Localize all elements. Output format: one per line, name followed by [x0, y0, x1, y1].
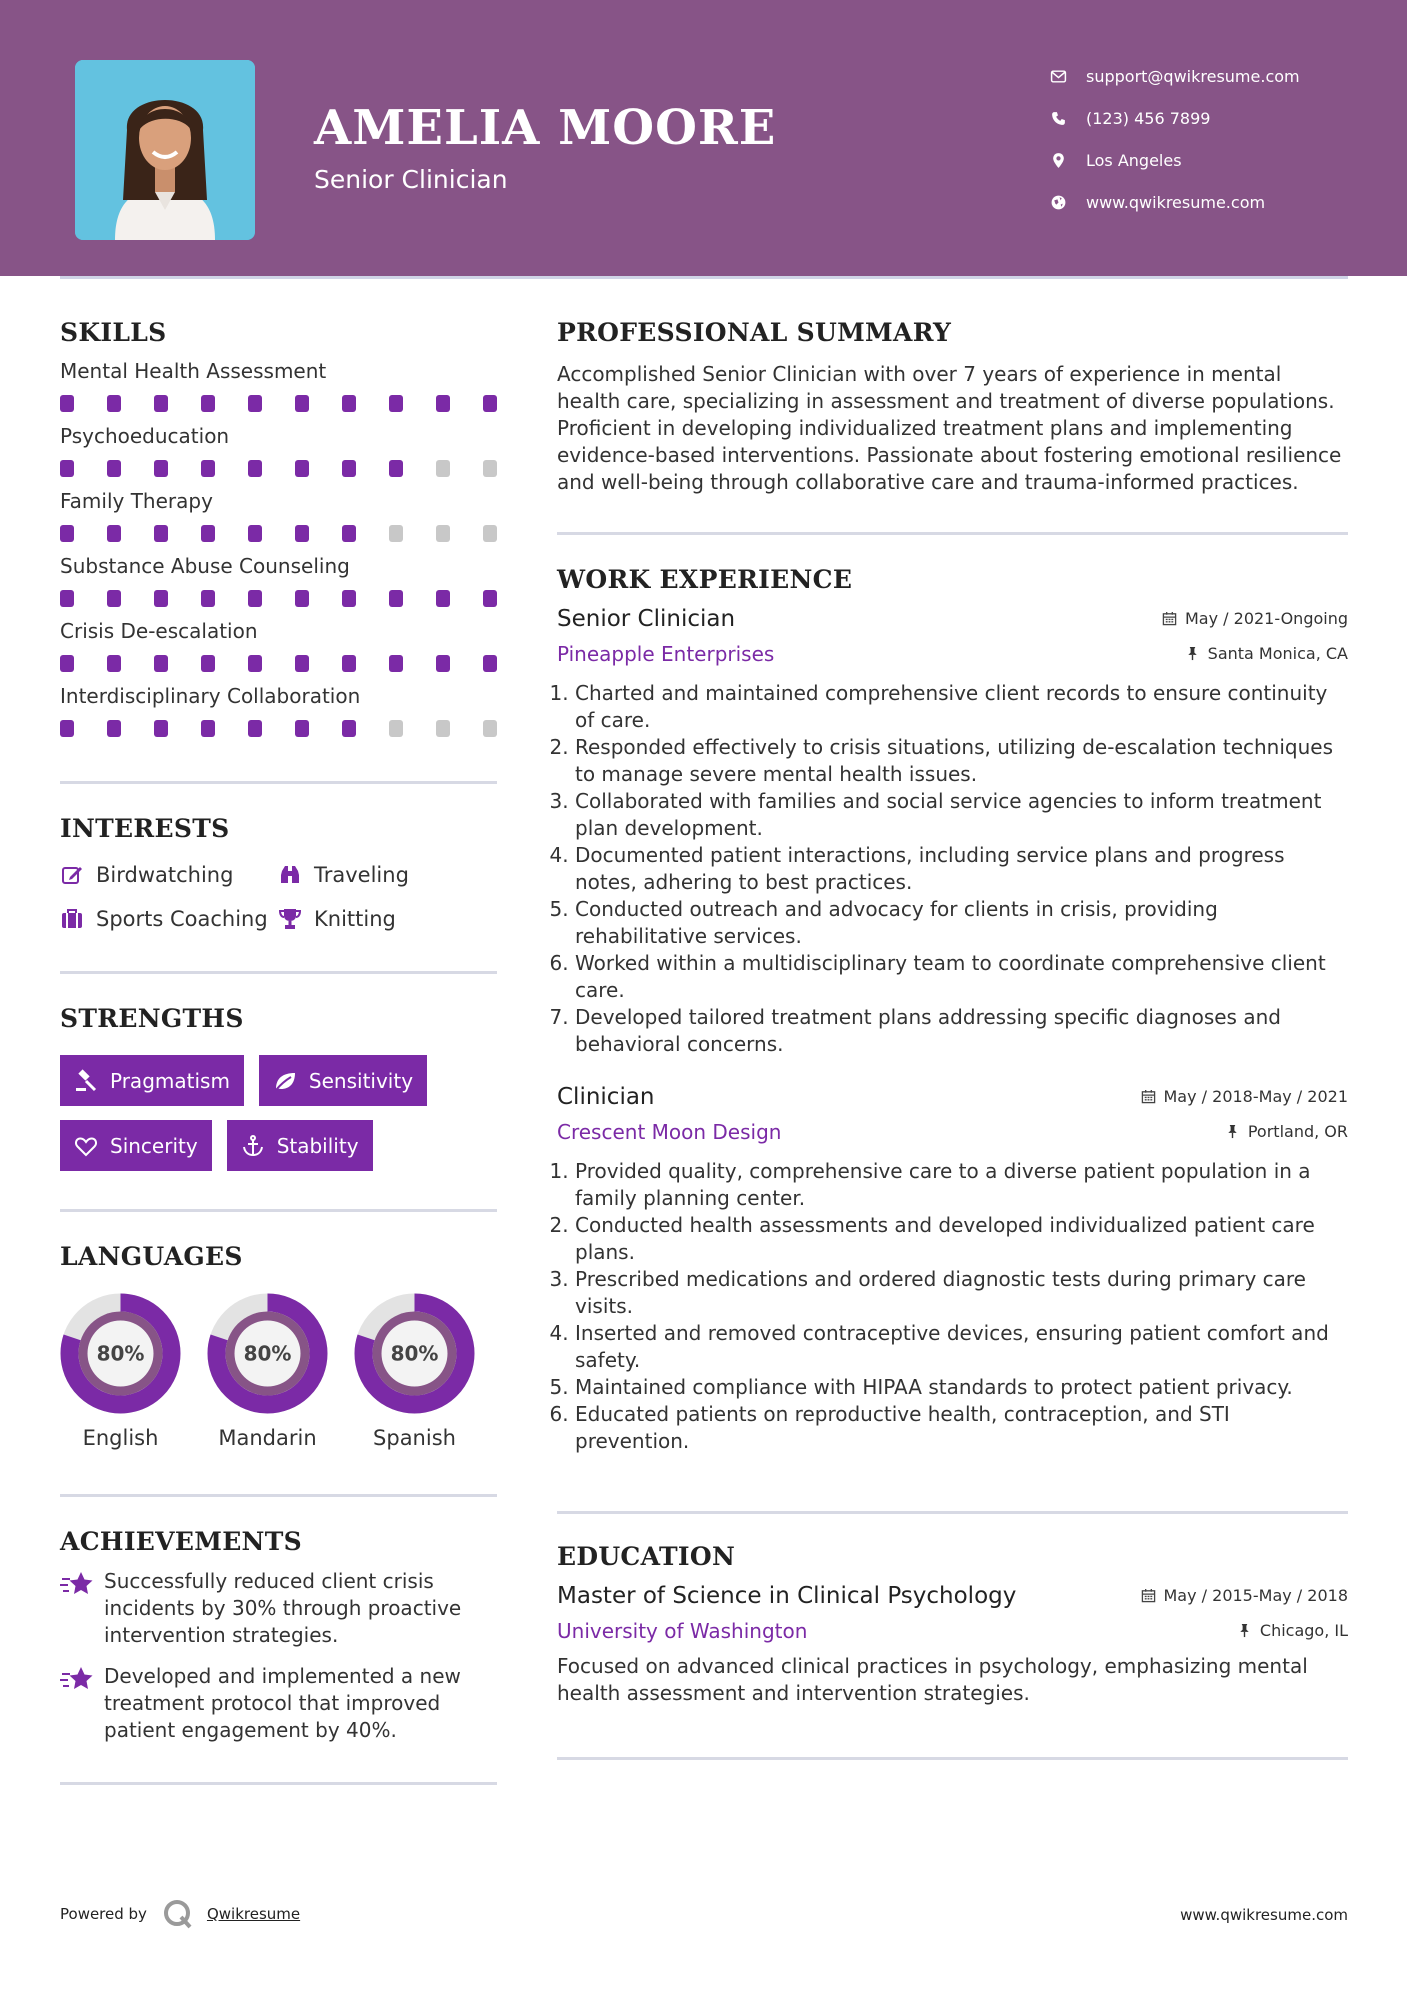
education-dates: [1141, 1586, 1349, 1605]
header-divider: [60, 276, 1348, 279]
rating-dot-filled: [248, 525, 262, 542]
contact-phone[interactable]: [1050, 97, 1300, 139]
language-ring: [354, 1293, 475, 1414]
globe-icon: [1050, 194, 1086, 211]
summary-heading: PROFESSIONAL SUMMARY: [557, 318, 952, 347]
rating-dot-filled: [436, 395, 450, 412]
rating-dot-filled: [342, 460, 356, 477]
contact-list: [1050, 55, 1300, 223]
calendar-icon: [1141, 1588, 1156, 1603]
experience-heading: WORK EXPERIENCE: [557, 565, 853, 594]
language-percent: 80%: [243, 1341, 292, 1366]
rating-dot-empty: [436, 720, 450, 737]
rating-dot-filled: [295, 590, 309, 607]
duty-item: 2. Conducted health assessments and developed individualized patient care plans.: [575, 1212, 1348, 1266]
rating-dot-filled: [248, 655, 262, 672]
interest-item: [60, 863, 278, 887]
rating-dot-filled: [154, 590, 168, 607]
job-entry: [557, 1084, 1348, 1455]
rating-dot-filled: [342, 720, 356, 737]
rating-dot-filled: [107, 395, 121, 412]
section-divider: [60, 1782, 497, 1785]
strength-badge: [259, 1055, 427, 1106]
strengths-section: [60, 1004, 497, 1171]
duty-item: 6. Worked within a multidisciplinary team to coordinate comprehensive client care.: [575, 950, 1348, 1004]
section-divider: [60, 1209, 497, 1212]
rating-dot-filled: [201, 590, 215, 607]
calendar-icon: [1162, 611, 1177, 626]
education-section: [557, 1542, 1348, 1707]
interests-heading: INTERESTS: [60, 814, 230, 843]
achievement-text: Developed and implemented a new treatment protocol that improved patient engagement by 40%.: [104, 1664, 461, 1742]
rating-dot-filled: [60, 590, 74, 607]
interest-label: Sports Coaching: [96, 907, 268, 931]
footer-powered-by: [60, 1897, 300, 1931]
rating-dot-filled: [389, 590, 403, 607]
summary-section: [557, 318, 1348, 496]
gavel-icon: [74, 1069, 98, 1093]
strength-label: Sincerity: [110, 1133, 198, 1158]
interest-item: [60, 907, 278, 931]
language-percent: 80%: [96, 1341, 145, 1366]
skill-name: Mental Health Assessment: [60, 359, 327, 383]
left-column: [60, 318, 497, 1785]
edit-icon: [60, 863, 84, 887]
profile-photo: [75, 60, 255, 240]
language-item: [354, 1293, 475, 1450]
rating-dot-filled: [342, 655, 356, 672]
section-divider: [60, 971, 497, 974]
rating-dot-filled: [483, 395, 497, 412]
contact-location: [1050, 139, 1300, 181]
job-title: Senior Clinician: [557, 606, 736, 632]
skill-name: Family Therapy: [60, 489, 213, 513]
strength-badge: [60, 1120, 212, 1171]
rating-dot-filled: [436, 590, 450, 607]
rating-dot-filled: [154, 720, 168, 737]
achievement-item: [60, 1568, 497, 1649]
rating-dot-filled: [295, 525, 309, 542]
job-entry: [557, 606, 1348, 1058]
languages-list: [60, 1293, 497, 1450]
duty-item: 4. Documented patient interactions, including service plans and progress notes, adhering to best practices.: [575, 842, 1348, 896]
language-name: Mandarin: [218, 1426, 317, 1450]
star-icon: [60, 1665, 94, 1693]
job-location-text: Santa Monica, CA: [1207, 644, 1348, 663]
rating-dot-filled: [295, 460, 309, 477]
powered-by-label: Powered by: [60, 1905, 147, 1923]
rating-dot-filled: [107, 720, 121, 737]
rating-dot-filled: [201, 395, 215, 412]
rating-dot-filled: [342, 525, 356, 542]
rating-dot-empty: [483, 720, 497, 737]
language-percent: 80%: [390, 1341, 439, 1366]
brand-link[interactable]: Qwikresume: [206, 1905, 301, 1923]
education-dates-text: May / 2015-May / 2018: [1163, 1586, 1348, 1605]
candidate-title: Senior Clinician: [314, 165, 508, 194]
interest-label: Knitting: [314, 907, 396, 931]
interest-item: [278, 863, 497, 887]
footer-website[interactable]: www.qwikresume.com: [1180, 1906, 1348, 1924]
rating-dot-filled: [107, 590, 121, 607]
interest-label: Birdwatching: [96, 863, 234, 887]
contact-location-text: Los Angeles: [1086, 150, 1182, 170]
languages-section: [60, 1242, 497, 1450]
skills-heading: SKILLS: [60, 318, 167, 347]
duty-list: [557, 680, 1348, 1058]
skill-name: Crisis De-escalation: [60, 619, 258, 643]
star-icon: [60, 1570, 94, 1598]
education-description: Focused on advanced clinical practices in psychology, emphasizing mental health assessment and intervention strategies.: [557, 1654, 1308, 1705]
interest-item: [278, 907, 497, 931]
rating-dot-filled: [60, 720, 74, 737]
job-dates: [1162, 609, 1348, 628]
rating-dot-filled: [389, 460, 403, 477]
achievements-section: [60, 1527, 497, 1744]
rating-dot-empty: [436, 460, 450, 477]
rating-dot-filled: [295, 720, 309, 737]
duty-item: 6. Educated patients on reproductive health, contraception, and STI prevention.: [575, 1401, 1348, 1455]
rating-dot-filled: [389, 655, 403, 672]
qwikresume-logo-icon: [161, 1897, 195, 1931]
rating-dot-filled: [342, 590, 356, 607]
achievement-text: Successfully reduced client crisis incidents by 30% through proactive intervention strategies.: [104, 1569, 462, 1647]
rating-dot-filled: [154, 655, 168, 672]
experience-section: [557, 565, 1348, 1455]
rating-dot-filled: [436, 655, 450, 672]
calendar-icon: [1141, 1089, 1156, 1104]
skill-name: Interdisciplinary Collaboration: [60, 684, 361, 708]
education-location: [1237, 1621, 1348, 1640]
strength-label: Stability: [276, 1133, 359, 1158]
rating-dot-empty: [483, 460, 497, 477]
rating-dot-empty: [389, 525, 403, 542]
interests-list: [60, 863, 497, 931]
leaf-icon: [273, 1069, 297, 1093]
skill-rating: [60, 720, 497, 737]
phone-icon: [1050, 110, 1086, 127]
strength-label: Pragmatism: [110, 1068, 230, 1093]
section-divider: [60, 1494, 497, 1497]
rating-dot-filled: [248, 395, 262, 412]
language-item: [60, 1293, 181, 1450]
duty-item: 3. Collaborated with families and social service agencies to inform treatment plan development.: [575, 788, 1348, 842]
rating-dot-filled: [154, 395, 168, 412]
language-item: [207, 1293, 328, 1450]
trophy-icon: [278, 907, 302, 931]
contact-website[interactable]: [1050, 181, 1300, 223]
duty-item: 4. Inserted and removed contraceptive devices, ensuring patient comfort and safety.: [575, 1320, 1348, 1374]
language-name: Spanish: [373, 1426, 456, 1450]
suitcase-icon: [60, 907, 84, 931]
skill-name: Psychoeducation: [60, 424, 230, 448]
rating-dot-filled: [60, 525, 74, 542]
heart-icon: [74, 1134, 98, 1158]
rating-dot-filled: [60, 395, 74, 412]
section-divider: [557, 1511, 1348, 1514]
duty-item: 1. Provided quality, comprehensive care to a diverse patient population in a family planning center.: [575, 1158, 1348, 1212]
rating-dot-empty: [389, 720, 403, 737]
rating-dot-filled: [295, 395, 309, 412]
resume-header: [0, 0, 1407, 276]
education-location-text: Chicago, IL: [1259, 1621, 1348, 1640]
pushpin-icon: [1237, 1623, 1252, 1638]
achievement-item: [60, 1663, 497, 1744]
languages-heading: LANGUAGES: [60, 1242, 243, 1271]
language-ring: [207, 1293, 328, 1414]
duty-item: 7. Developed tailored treatment plans addressing specific diagnoses and behavioral concerns.: [575, 1004, 1348, 1058]
rating-dot-filled: [107, 460, 121, 477]
contact-email-text: support@qwikresume.com: [1086, 66, 1300, 86]
degree-title: Master of Science in Clinical Psychology: [557, 1583, 1017, 1609]
interest-label: Traveling: [314, 863, 409, 887]
achievements-heading: ACHIEVEMENTS: [60, 1527, 302, 1556]
rating-dot-filled: [201, 655, 215, 672]
profile-photo-illustration: [75, 60, 255, 240]
rating-dot-filled: [201, 720, 215, 737]
rating-dot-filled: [201, 525, 215, 542]
interests-section: [60, 814, 497, 931]
job-dates-text: May / 2021-Ongoing: [1185, 609, 1348, 628]
rating-dot-filled: [483, 655, 497, 672]
language-ring: [60, 1293, 181, 1414]
contact-email[interactable]: [1050, 55, 1300, 97]
rating-dot-filled: [60, 460, 74, 477]
rating-dot-empty: [436, 525, 450, 542]
duty-list: [557, 1158, 1348, 1455]
duty-item: 5. Maintained compliance with HIPAA standards to protect patient privacy.: [575, 1374, 1348, 1401]
envelope-icon: [1050, 68, 1086, 85]
rating-dot-empty: [483, 525, 497, 542]
job-location-text: Portland, OR: [1247, 1122, 1348, 1141]
rating-dot-filled: [154, 460, 168, 477]
job-dates: [1141, 1087, 1349, 1106]
language-name: English: [82, 1426, 159, 1450]
section-divider: [557, 532, 1348, 535]
pushpin-icon: [1185, 646, 1200, 661]
contact-phone-text: (123) 456 7899: [1086, 108, 1211, 128]
skill-rating: [60, 655, 497, 672]
map-pin-icon: [1050, 152, 1086, 169]
skill-rating: [60, 590, 497, 607]
company-name: Pineapple Enterprises: [557, 642, 775, 666]
strengths-heading: STRENGTHS: [60, 1004, 244, 1033]
job-location: [1185, 644, 1348, 663]
job-dates-text: May / 2018-May / 2021: [1163, 1087, 1348, 1106]
rating-dot-filled: [389, 395, 403, 412]
rating-dot-filled: [107, 525, 121, 542]
duty-item: 3. Prescribed medications and ordered diagnostic tests during primary care visits.: [575, 1266, 1348, 1320]
skills-list: [60, 359, 497, 737]
rating-dot-filled: [248, 590, 262, 607]
duty-item: 1. Charted and maintained comprehensive client records to ensure continuity of care.: [575, 680, 1348, 734]
rating-dot-filled: [107, 655, 121, 672]
rating-dot-filled: [201, 460, 215, 477]
job-location: [1225, 1122, 1348, 1141]
section-divider: [557, 1757, 1348, 1760]
binoculars-icon: [278, 863, 302, 887]
job-title: Clinician: [557, 1084, 655, 1110]
rating-dot-filled: [483, 590, 497, 607]
strengths-list: [60, 1055, 497, 1171]
candidate-name: AMELIA MOORE: [314, 100, 777, 156]
skill-name: Substance Abuse Counseling: [60, 554, 350, 578]
summary-text: Accomplished Senior Clinician with over 7 years of experience in mental health care, specializing in assessment and treatment of diverse populations. Proficient in developing individualized treatment plans and implementing evidence-based interventions. Passionate about fostering emotional resilience and well-being through collaborative care and trauma-informed practices.: [557, 362, 1342, 494]
duty-item: 5. Conducted outreach and advocacy for clients in crisis, providing rehabilitative services.: [575, 896, 1348, 950]
strength-badge: [227, 1120, 373, 1171]
rating-dot-filled: [248, 460, 262, 477]
skills-section: [60, 318, 497, 737]
right-column: [557, 318, 1348, 1760]
contact-website-text: www.qwikresume.com: [1086, 192, 1266, 212]
skill-rating: [60, 525, 497, 542]
skill-rating: [60, 395, 497, 412]
skill-rating: [60, 460, 497, 477]
rating-dot-filled: [248, 720, 262, 737]
school-name: University of Washington: [557, 1619, 808, 1643]
anchor-icon: [241, 1134, 265, 1158]
strength-label: Sensitivity: [308, 1068, 414, 1093]
pushpin-icon: [1225, 1124, 1240, 1139]
duty-item: 2. Responded effectively to crisis situations, utilizing de-escalation techniques to manage severe mental health issues.: [575, 734, 1348, 788]
rating-dot-filled: [60, 655, 74, 672]
education-heading: EDUCATION: [557, 1542, 736, 1571]
rating-dot-filled: [342, 395, 356, 412]
rating-dot-filled: [154, 525, 168, 542]
strength-badge: [60, 1055, 244, 1106]
rating-dot-filled: [295, 655, 309, 672]
company-name: Crescent Moon Design: [557, 1120, 782, 1144]
section-divider: [60, 781, 497, 784]
